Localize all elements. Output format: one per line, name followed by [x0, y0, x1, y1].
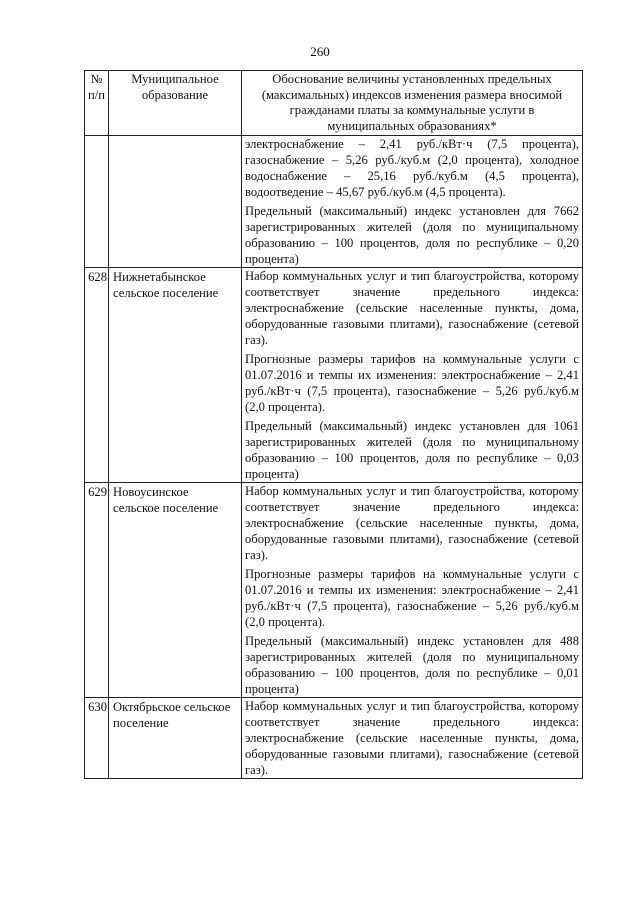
rationale-paragraph: Предельный (максимальный) индекс установлен для 488 зарегистрированных жителей (доля по муниципальному образованию – 100 процентов, доля по республике – 0,01 процента) [245, 634, 579, 696]
tariff-index-table [84, 70, 583, 779]
rationale-cell [242, 268, 583, 483]
header-municipality: Муниципальное образование [109, 71, 242, 136]
municipality-name: Октябрьское сельское поселение [109, 698, 242, 779]
rationale-paragraph: электроснабжение – 2,41 руб./кВт·ч (7,5 процента), газоснабжение – 5,26 руб./куб.м (2,0 процента), холодное водоснабжение – 25,16 руб./куб.м (4,5 процента), водоотведение – 45,67 руб./куб.м (4,5 процента). [245, 137, 579, 199]
rationale-cell [242, 483, 583, 698]
table-body [85, 136, 583, 779]
header-rationale: Обоснование величины установленных предельных (максимальных) индексов изменения размера вносимой гражданами платы за коммунальные услуги в муниципальных образованиях* [242, 71, 583, 136]
table-header-row [85, 71, 583, 136]
rationale-paragraph: Предельный (максимальный) индекс установлен для 7662 зарегистрированных жителей (доля по муниципальному образованию – 100 процентов, доля по республике – 0,20 процента) [245, 204, 579, 266]
page-number: 260 [310, 44, 330, 59]
row-number: 628 [85, 268, 109, 483]
table-row [85, 483, 583, 698]
table-row [85, 698, 583, 779]
header-num: № п/п [85, 71, 109, 136]
rationale-paragraph: Прогнозные размеры тарифов на коммунальные услуги с 01.07.2016 и темпы их изменения: электроснабжение – 2,41 руб./кВт·ч (7,5 процента), газоснабжение – 5,26 руб./куб.м (2,0 процента). [245, 352, 579, 414]
rationale-paragraph: Предельный (максимальный) индекс установлен для 1061 зарегистрированных жителей (доля по муниципальному образованию – 100 процентов, доля по республике – 0,03 процента) [245, 419, 579, 481]
row-number [85, 136, 109, 268]
municipality-name: Нижнетабынское сельское поселение [109, 268, 242, 483]
row-number: 630 [85, 698, 109, 779]
rationale-paragraph: Набор коммунальных услуг и тип благоустройства, которому соответствует значение предельного индекса: электроснабжение (сельские населенные пункты, дома, оборудованные газовыми плитами), газоснабжение (сетевой газ). [245, 699, 579, 777]
rationale-paragraph: Набор коммунальных услуг и тип благоустройства, которому соответствует значение предельного индекса: электроснабжение (сельские населенные пункты, дома, оборудованные газовыми плитами), газоснабжение (сетевой газ). [245, 484, 579, 562]
table-row [85, 136, 583, 268]
rationale-paragraph: Прогнозные размеры тарифов на коммунальные услуги с 01.07.2016 и темпы их изменения: электроснабжение – 2,41 руб./кВт·ч (7,5 процента), газоснабжение – 5,26 руб./куб.м (2,0 процента). [245, 567, 579, 629]
municipality-name [109, 136, 242, 268]
rationale-cell [242, 698, 583, 779]
table-row [85, 268, 583, 483]
rationale-paragraph: Набор коммунальных услуг и тип благоустройства, которому соответствует значение предельного индекса: электроснабжение (сельские населенные пункты, дома, оборудованные газовыми плитами), газоснабжение (сетевой газ). [245, 269, 579, 347]
row-number: 629 [85, 483, 109, 698]
rationale-cell [242, 136, 583, 268]
municipality-name: Новоусинское сельское поселение [109, 483, 242, 698]
